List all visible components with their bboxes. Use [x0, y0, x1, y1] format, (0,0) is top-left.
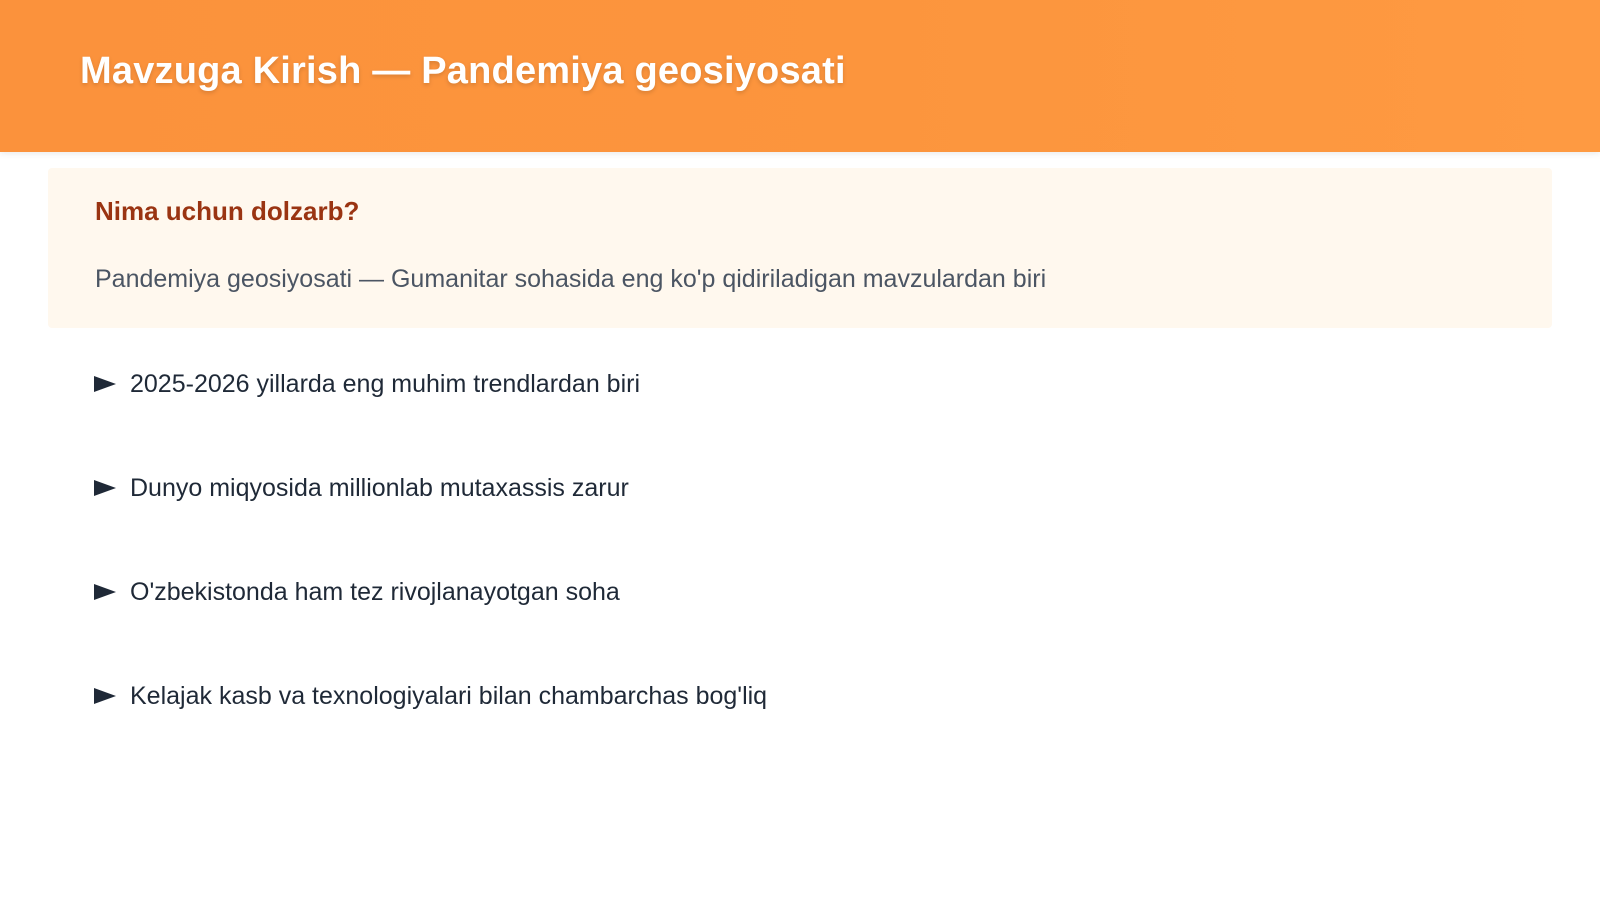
slide-header — [0, 0, 1600, 152]
slide-title: Mavzuga Kirish — Pandemiya geosiyosati — [80, 50, 846, 92]
bullet-text: O'zbekistonda ham tez rivojlanayotgan soha — [130, 577, 620, 606]
callout-box — [48, 168, 1552, 328]
bullet-item — [94, 366, 767, 402]
triangle-right-icon — [94, 480, 116, 496]
callout-text: Pandemiya geosiyosati — Gumanitar sohasida eng ko'p qidiriladigan mavzulardan biri — [95, 265, 1047, 293]
triangle-right-icon — [94, 584, 116, 600]
bullet-item — [94, 470, 767, 506]
callout-heading: Nima uchun dolzarb? — [95, 196, 360, 226]
bullet-item — [94, 574, 767, 610]
bullet-item — [94, 678, 767, 714]
bullet-text: Dunyo miqyosida millionlab mutaxassis zarur — [130, 473, 629, 502]
triangle-right-icon — [94, 688, 116, 704]
bullet-text: Kelajak kasb va texnologiyalari bilan chambarchas bog'liq — [130, 681, 768, 710]
bullet-text: 2025-2026 yillarda eng muhim trendlardan biri — [130, 369, 641, 398]
bullet-list — [94, 366, 767, 782]
triangle-right-icon — [94, 376, 116, 392]
